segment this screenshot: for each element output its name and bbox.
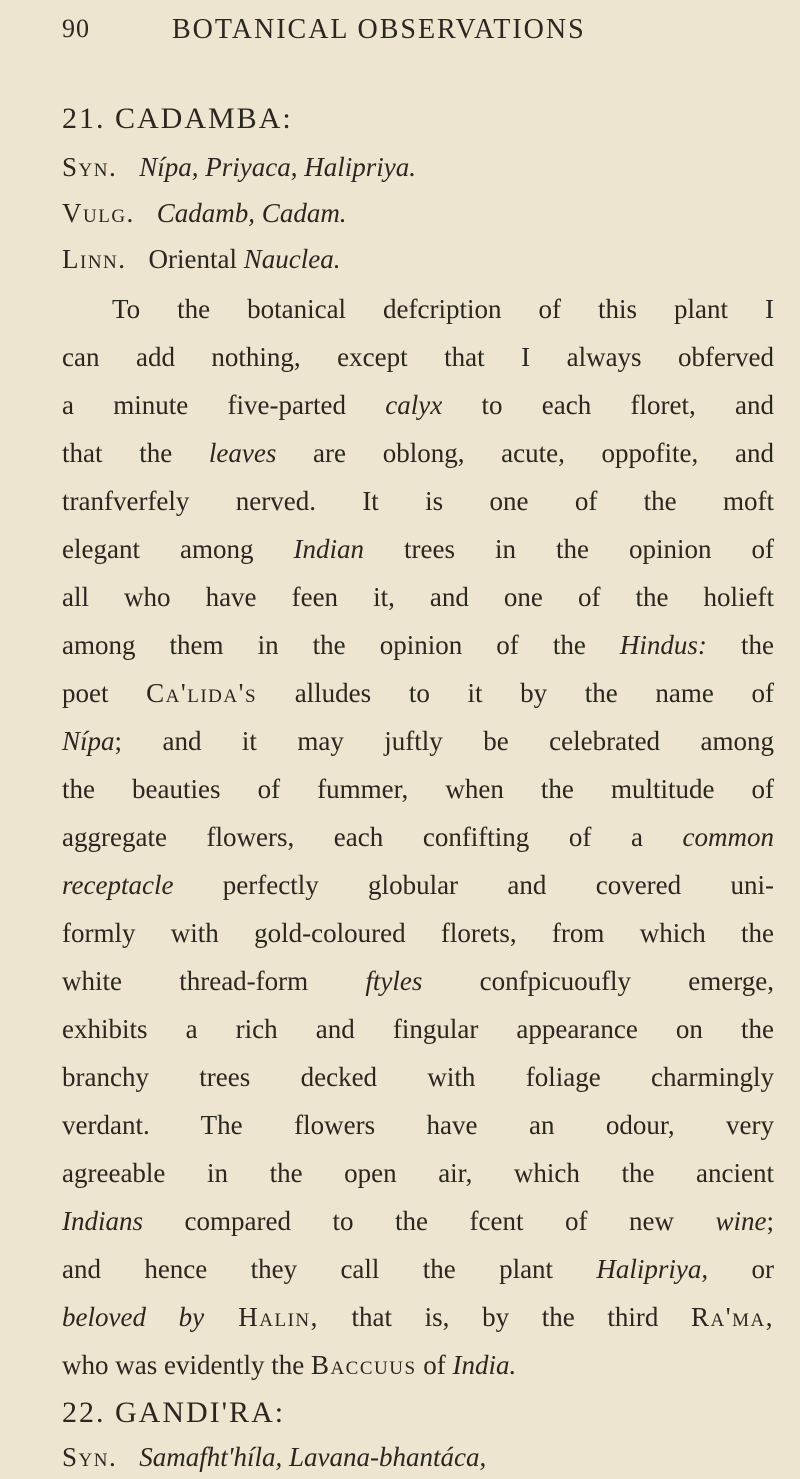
syn-label: Syn. xyxy=(62,152,118,182)
para-line: verdant. The flowers have an odour, very xyxy=(62,1110,774,1140)
para-line: tranfverfely nerved. It is one of the moft xyxy=(62,486,774,516)
para-line: the beauties of fummer, when the multitude of xyxy=(62,774,774,804)
para-line: elegant among Indian trees in the opinion of xyxy=(62,534,774,564)
entry-22-synonyms xyxy=(62,1440,486,1474)
para-line: formly with gold-coloured florets, from which the xyxy=(62,918,774,948)
para-line: white thread-form ftyles confpicuoufly emerge, xyxy=(62,966,774,996)
linn-genus: Nauclea. xyxy=(243,244,341,274)
para-line: To the botanical defcription of this plant I xyxy=(112,294,774,324)
running-title: BOTANICAL OBSERVATIONS xyxy=(172,14,586,45)
entry-21-synonyms xyxy=(62,150,416,184)
entry-21-vulgar xyxy=(62,196,347,230)
para-line: and hence they call the plant Halipriya, or xyxy=(62,1254,774,1284)
para-line: among them in the opinion of the Hindus: the xyxy=(62,630,774,660)
para-line: all who have feen it, and one of the holieft xyxy=(62,582,774,612)
vulg-text: Cadamb, Cadam. xyxy=(156,198,347,228)
entry-21-heading: 21. CADAMBA: xyxy=(62,102,293,135)
page-number: 90 xyxy=(62,14,90,43)
para-line: branchy trees decked with foliage charmingly xyxy=(62,1062,774,1092)
linn-text-a: Oriental xyxy=(148,244,244,274)
para-line: that the leaves are oblong, acute, oppofite, and xyxy=(62,438,774,468)
vulg-label: Vulg. xyxy=(62,198,135,228)
para-line: who was evidently the Baccuus of India. xyxy=(62,1350,517,1380)
para-line: can add nothing, except that I always obferved xyxy=(62,342,774,372)
syn-text: Samafht'híla, Lavana-bhantáca, xyxy=(139,1442,487,1472)
para-line: Nípa; and it may juftly be celebrated among xyxy=(62,726,774,756)
syn-label: Syn. xyxy=(62,1442,118,1472)
para-line: Indians compared to the fcent of new wine; xyxy=(62,1206,774,1236)
para-line: exhibits a rich and fingular appearance on the xyxy=(62,1014,774,1044)
syn-text: Nípa, Priyaca, Halipriya. xyxy=(139,152,416,182)
entry-22-heading: 22. GANDI'RA: xyxy=(62,1396,286,1429)
entry-21-linnaean xyxy=(62,242,340,276)
para-line: receptacle perfectly globular and covered uni- xyxy=(62,870,774,900)
para-line: agreeable in the open air, which the ancient xyxy=(62,1158,774,1188)
page-header xyxy=(62,14,782,54)
para-line: aggregate flowers, each confifting of a common xyxy=(62,822,774,852)
para-line: beloved by Halin, that is, by the third Ra'ma, xyxy=(62,1302,774,1332)
linn-label: Linn. xyxy=(62,244,127,274)
para-line: poet Ca'lida's alludes to it by the name of xyxy=(62,678,774,708)
para-line: a minute five-parted calyx to each floret, and xyxy=(62,390,775,420)
